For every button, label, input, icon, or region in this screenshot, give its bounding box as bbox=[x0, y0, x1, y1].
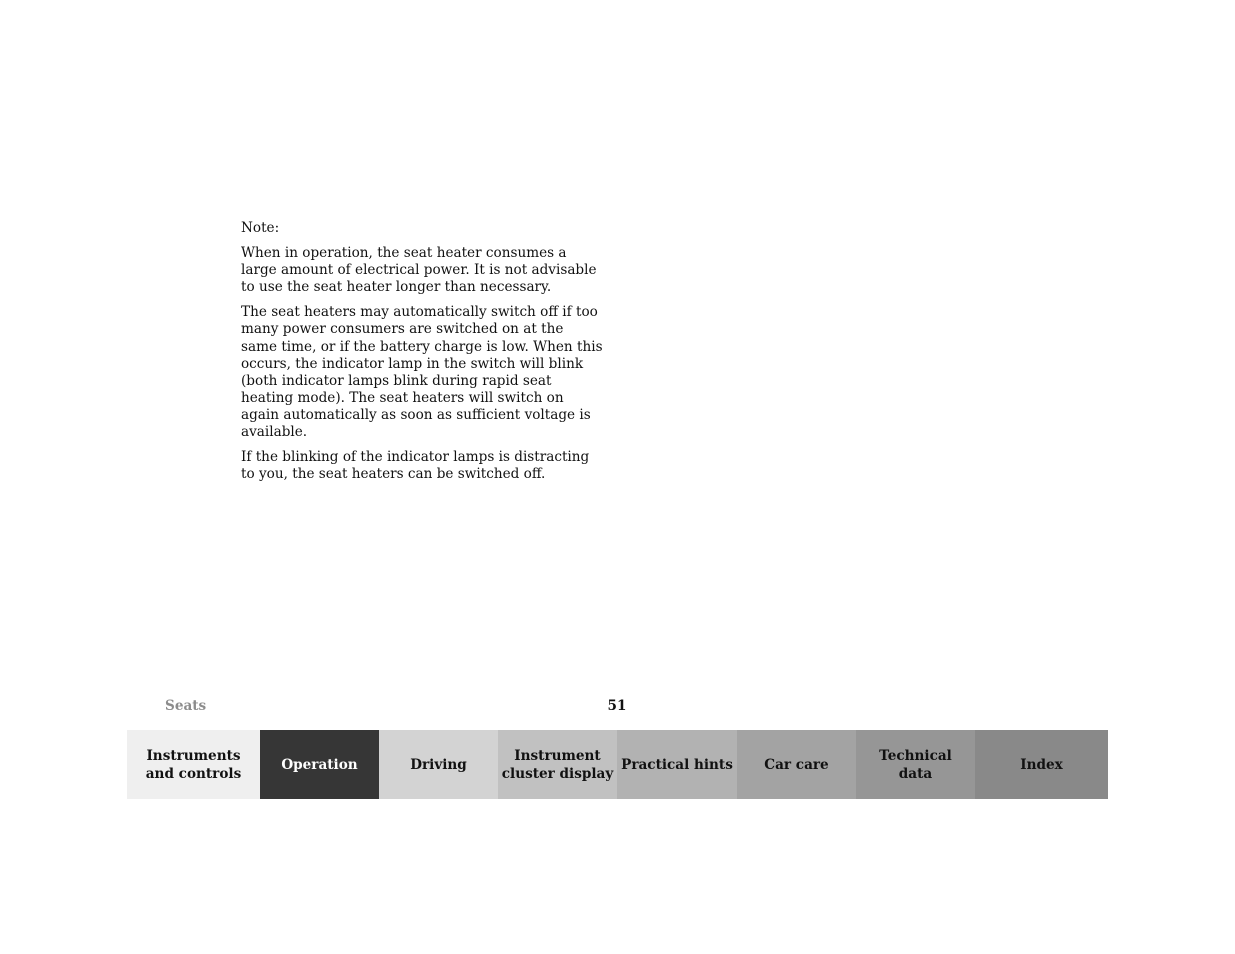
chapter-tab-bar bbox=[127, 730, 1108, 799]
tab-label: Instrument cluster display bbox=[501, 747, 614, 782]
section-label: Seats bbox=[165, 698, 207, 714]
tab-instrument-cluster-display[interactable] bbox=[498, 730, 617, 799]
main-content bbox=[241, 220, 603, 491]
paragraph-power-consumption: When in operation, the seat heater consumes a large amount of electrical power. It is not advisable to use the seat heater longer than necessary. bbox=[241, 245, 597, 296]
tab-label: Operation bbox=[281, 756, 358, 773]
page-number: 51 bbox=[607, 698, 627, 714]
tab-car-care[interactable] bbox=[737, 730, 856, 799]
tab-label: Index bbox=[1020, 756, 1063, 773]
tab-driving[interactable] bbox=[379, 730, 498, 799]
tab-label: Car care bbox=[764, 756, 829, 773]
tab-operation[interactable] bbox=[260, 730, 379, 799]
tab-label: Practical hints bbox=[621, 756, 733, 773]
note-heading: Note: bbox=[241, 220, 280, 236]
tab-technical-data[interactable] bbox=[856, 730, 975, 799]
tab-label: Technical data bbox=[879, 747, 952, 782]
tab-index[interactable] bbox=[975, 730, 1108, 799]
paragraph-automatic-switch-off: The seat heaters may automatically switch off if too many power consumers are switched on at the same time, or if the battery charge is low. When this occurs, the indicator lamp in the switch will blink (both indicator lamps blink during rapid seat heating mode). The seat heaters will switch on again automatically as soon as sufficient voltage is available. bbox=[241, 304, 603, 441]
paragraph-switch-off-advice: If the blinking of the indicator lamps is distracting to you, the seat heaters can be switched off. bbox=[241, 449, 590, 483]
tab-label: Instruments and controls bbox=[145, 747, 242, 782]
tab-practical-hints[interactable] bbox=[617, 730, 737, 799]
tab-label: Driving bbox=[410, 756, 467, 773]
tab-instruments-and-controls[interactable] bbox=[127, 730, 260, 799]
